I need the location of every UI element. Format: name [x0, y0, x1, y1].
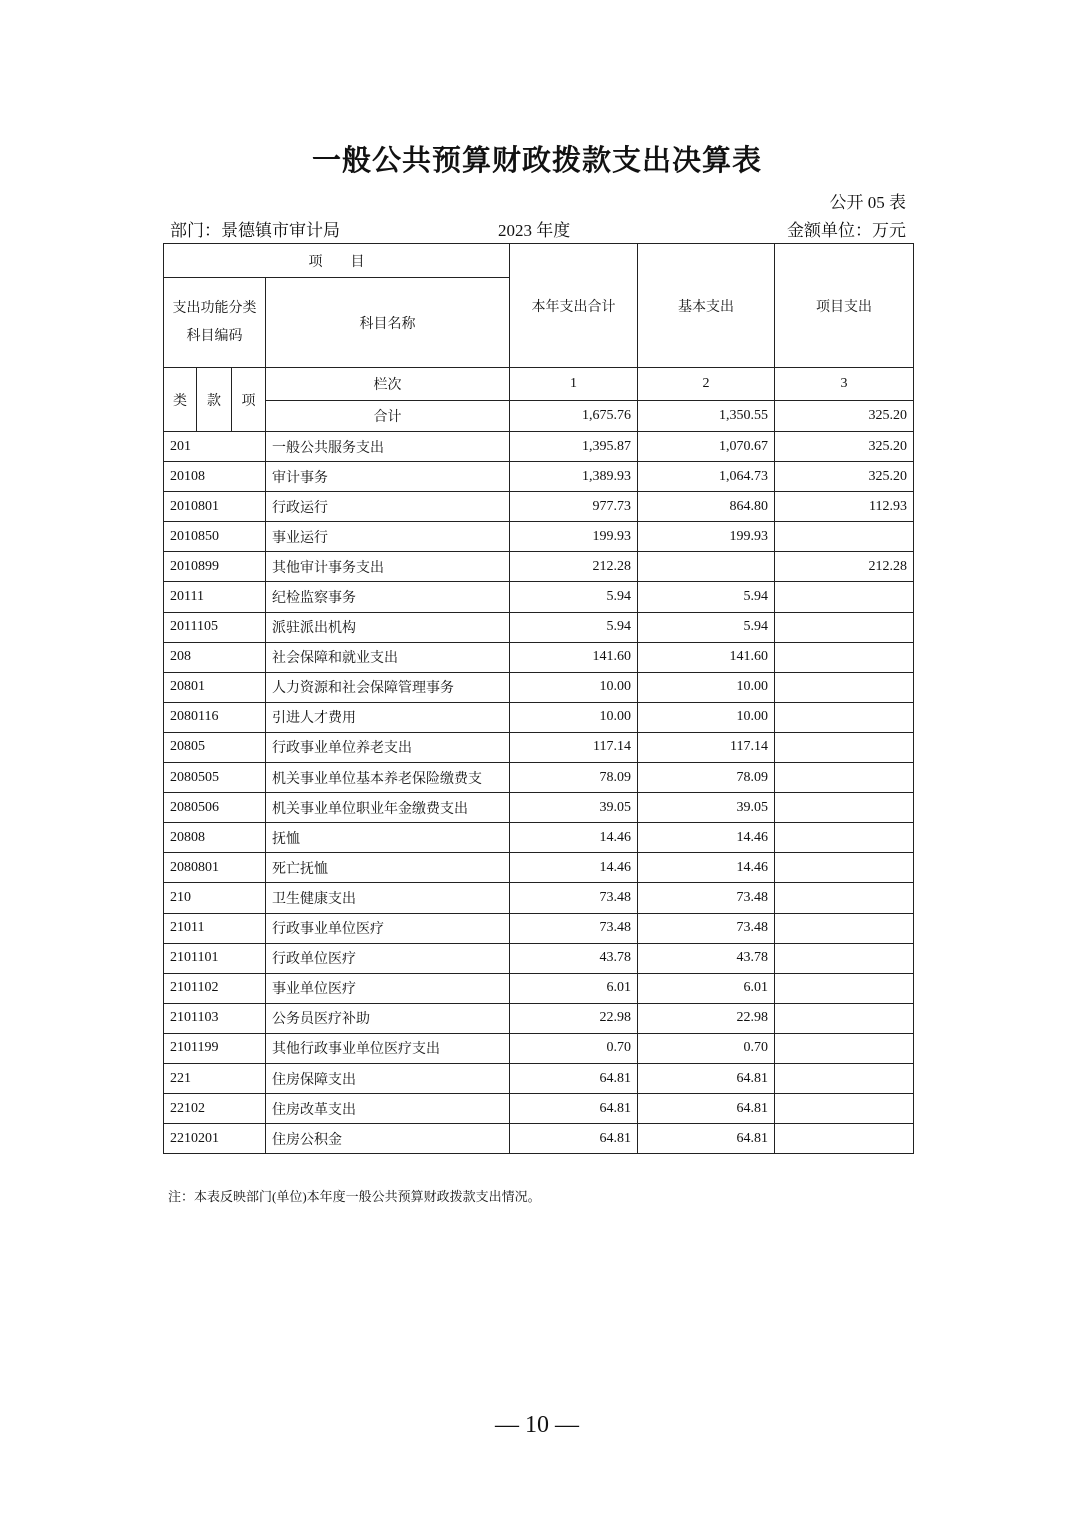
code-cell: 2101102: [164, 973, 266, 1003]
code-cell: 2010850: [164, 522, 266, 552]
code-cell: 22102: [164, 1094, 266, 1124]
name-cell: 住房改革支出: [266, 1094, 510, 1124]
header-total: 本年支出合计: [510, 244, 638, 368]
header-basic: 基本支出: [638, 244, 775, 368]
code-cell: 2101101: [164, 943, 266, 973]
table-row: [164, 1033, 914, 1063]
column-number: 1: [510, 368, 638, 401]
header-xiang: 项: [232, 368, 266, 432]
page-number: — 10 —: [495, 1412, 579, 1438]
basic-cell: 14.46: [638, 853, 775, 883]
table-row: [164, 1003, 914, 1033]
name-cell: 住房公积金: [266, 1124, 510, 1154]
name-cell: 行政事业单位养老支出: [266, 732, 510, 762]
header-lei: 类: [164, 368, 197, 432]
project-cell: [775, 672, 914, 702]
code-cell: 221: [164, 1063, 266, 1093]
code-cell: 2010899: [164, 552, 266, 582]
project-cell: [775, 522, 914, 552]
basic-cell: 22.98: [638, 1003, 775, 1033]
expenditure-table: [163, 243, 914, 1154]
basic-cell: 64.81: [638, 1094, 775, 1124]
total-cell: 10.00: [510, 672, 638, 702]
project-cell: [775, 612, 914, 642]
project-cell: [775, 763, 914, 793]
code-cell: 201: [164, 432, 266, 462]
name-cell: 死亡抚恤: [266, 853, 510, 883]
total-cell: 1,395.87: [510, 432, 638, 462]
project-cell: [775, 1094, 914, 1124]
basic-cell: 10.00: [638, 702, 775, 732]
total-cell: 141.60: [510, 642, 638, 672]
total-cell: 14.46: [510, 823, 638, 853]
project-cell: 112.93: [775, 492, 914, 522]
name-cell: 机关事业单位基本养老保险缴费支: [266, 763, 510, 793]
header-name: 科目名称: [266, 278, 510, 368]
code-cell: 20111: [164, 582, 266, 612]
name-cell: 其他行政事业单位医疗支出: [266, 1033, 510, 1063]
column-number: 2: [638, 368, 775, 401]
code-cell: 2101199: [164, 1033, 266, 1063]
total-cell: 5.94: [510, 582, 638, 612]
footnote: 注：本表反映部门(单位)本年度一般公共预算财政拨款支出情况。: [168, 1189, 541, 1204]
project-cell: 212.28: [775, 552, 914, 582]
code-cell: 20108: [164, 462, 266, 492]
code-cell: 2101103: [164, 1003, 266, 1033]
name-cell: 抚恤: [266, 823, 510, 853]
project-cell: [775, 1063, 914, 1093]
code-cell: 2080801: [164, 853, 266, 883]
table-row: [164, 702, 914, 732]
table-row: [164, 612, 914, 642]
project-cell: [775, 642, 914, 672]
table-row: [164, 432, 914, 462]
code-cell: 2080116: [164, 702, 266, 732]
basic-cell: 5.94: [638, 612, 775, 642]
code-cell: 208: [164, 642, 266, 672]
table-row: [164, 1094, 914, 1124]
basic-cell: 1,064.73: [638, 462, 775, 492]
total-value: 325.20: [775, 401, 914, 432]
basic-cell: 14.46: [638, 823, 775, 853]
total-cell: 43.78: [510, 943, 638, 973]
total-cell: 22.98: [510, 1003, 638, 1033]
total-cell: 14.46: [510, 853, 638, 883]
document-title: 一般公共预算财政拨款支出决算表: [311, 145, 762, 177]
header-project: 项目支出: [775, 244, 914, 368]
name-cell: 机关事业单位职业年金缴费支出: [266, 793, 510, 823]
code-cell: 21011: [164, 913, 266, 943]
code-cell: 2210201: [164, 1124, 266, 1154]
header-code: 支出功能分类科目编码: [164, 278, 266, 368]
total-cell: 212.28: [510, 552, 638, 582]
table-row: [164, 913, 914, 943]
table-row: [164, 552, 914, 582]
unit: 金额单位：万元: [787, 221, 906, 240]
code-cell: 2010801: [164, 492, 266, 522]
table-row: [164, 943, 914, 973]
total-cell: 117.14: [510, 732, 638, 762]
name-cell: 一般公共服务支出: [266, 432, 510, 462]
project-cell: [775, 823, 914, 853]
total-cell: 5.94: [510, 612, 638, 642]
total-cell: 64.81: [510, 1124, 638, 1154]
project-cell: [775, 973, 914, 1003]
header-item: 项 目: [164, 244, 510, 278]
basic-cell: [638, 552, 775, 582]
lanci-label: 栏次: [266, 368, 510, 401]
project-cell: [775, 582, 914, 612]
table-row: [164, 462, 914, 492]
code-cell: 2011105: [164, 612, 266, 642]
project-cell: [775, 702, 914, 732]
project-cell: [775, 1033, 914, 1063]
fiscal-year: 2023 年度: [498, 221, 571, 240]
table-row: [164, 763, 914, 793]
total-value: 1,675.76: [510, 401, 638, 432]
name-cell: 引进人才费用: [266, 702, 510, 732]
name-cell: 社会保障和就业支出: [266, 642, 510, 672]
total-cell: 0.70: [510, 1033, 638, 1063]
total-cell: 73.48: [510, 883, 638, 913]
column-number: 3: [775, 368, 914, 401]
header-kuan: 款: [197, 368, 232, 432]
table-number: 公开 05 表: [829, 193, 906, 212]
table-row: [164, 732, 914, 762]
basic-cell: 73.48: [638, 883, 775, 913]
name-cell: 事业运行: [266, 522, 510, 552]
project-cell: [775, 1003, 914, 1033]
table-row: [164, 582, 914, 612]
project-cell: [775, 943, 914, 973]
total-cell: 6.01: [510, 973, 638, 1003]
basic-cell: 39.05: [638, 793, 775, 823]
project-cell: [775, 1124, 914, 1154]
table-row: [164, 793, 914, 823]
project-cell: 325.20: [775, 432, 914, 462]
total-cell: 39.05: [510, 793, 638, 823]
table-row: [164, 1063, 914, 1093]
table-row: [164, 973, 914, 1003]
code-cell: 210: [164, 883, 266, 913]
code-cell: 2080505: [164, 763, 266, 793]
name-cell: 纪检监察事务: [266, 582, 510, 612]
name-cell: 住房保障支出: [266, 1063, 510, 1093]
total-cell: 64.81: [510, 1094, 638, 1124]
basic-cell: 864.80: [638, 492, 775, 522]
name-cell: 事业单位医疗: [266, 973, 510, 1003]
total-cell: 199.93: [510, 522, 638, 552]
table-row: [164, 883, 914, 913]
code-cell: 20805: [164, 732, 266, 762]
basic-cell: 64.81: [638, 1124, 775, 1154]
table-row: [164, 853, 914, 883]
name-cell: 公务员医疗补助: [266, 1003, 510, 1033]
basic-cell: 73.48: [638, 913, 775, 943]
name-cell: 行政运行: [266, 492, 510, 522]
basic-cell: 199.93: [638, 522, 775, 552]
name-cell: 审计事务: [266, 462, 510, 492]
table-row: [164, 522, 914, 552]
name-cell: 行政事业单位医疗: [266, 913, 510, 943]
project-cell: [775, 913, 914, 943]
table-row: [164, 492, 914, 522]
table-row: [164, 672, 914, 702]
name-cell: 其他审计事务支出: [266, 552, 510, 582]
project-cell: [775, 793, 914, 823]
basic-cell: 6.01: [638, 973, 775, 1003]
code-cell: 20801: [164, 672, 266, 702]
table-row: [164, 823, 914, 853]
basic-cell: 43.78: [638, 943, 775, 973]
basic-cell: 10.00: [638, 672, 775, 702]
project-cell: 325.20: [775, 462, 914, 492]
project-cell: [775, 883, 914, 913]
project-cell: [775, 732, 914, 762]
name-cell: 人力资源和社会保障管理事务: [266, 672, 510, 702]
basic-cell: 141.60: [638, 642, 775, 672]
basic-cell: 0.70: [638, 1033, 775, 1063]
total-cell: 73.48: [510, 913, 638, 943]
total-value: 1,350.55: [638, 401, 775, 432]
total-cell: 64.81: [510, 1063, 638, 1093]
basic-cell: 1,070.67: [638, 432, 775, 462]
name-cell: 卫生健康支出: [266, 883, 510, 913]
table-row: [164, 642, 914, 672]
total-label: 合计: [266, 401, 510, 432]
table-row: [164, 1124, 914, 1154]
name-cell: 派驻派出机构: [266, 612, 510, 642]
basic-cell: 64.81: [638, 1063, 775, 1093]
basic-cell: 78.09: [638, 763, 775, 793]
code-cell: 2080506: [164, 793, 266, 823]
project-cell: [775, 853, 914, 883]
total-cell: 78.09: [510, 763, 638, 793]
basic-cell: 117.14: [638, 732, 775, 762]
total-cell: 10.00: [510, 702, 638, 732]
total-cell: 1,389.93: [510, 462, 638, 492]
basic-cell: 5.94: [638, 582, 775, 612]
department: 部门：景德镇市审计局: [170, 221, 340, 240]
name-cell: 行政单位医疗: [266, 943, 510, 973]
code-cell: 20808: [164, 823, 266, 853]
total-cell: 977.73: [510, 492, 638, 522]
